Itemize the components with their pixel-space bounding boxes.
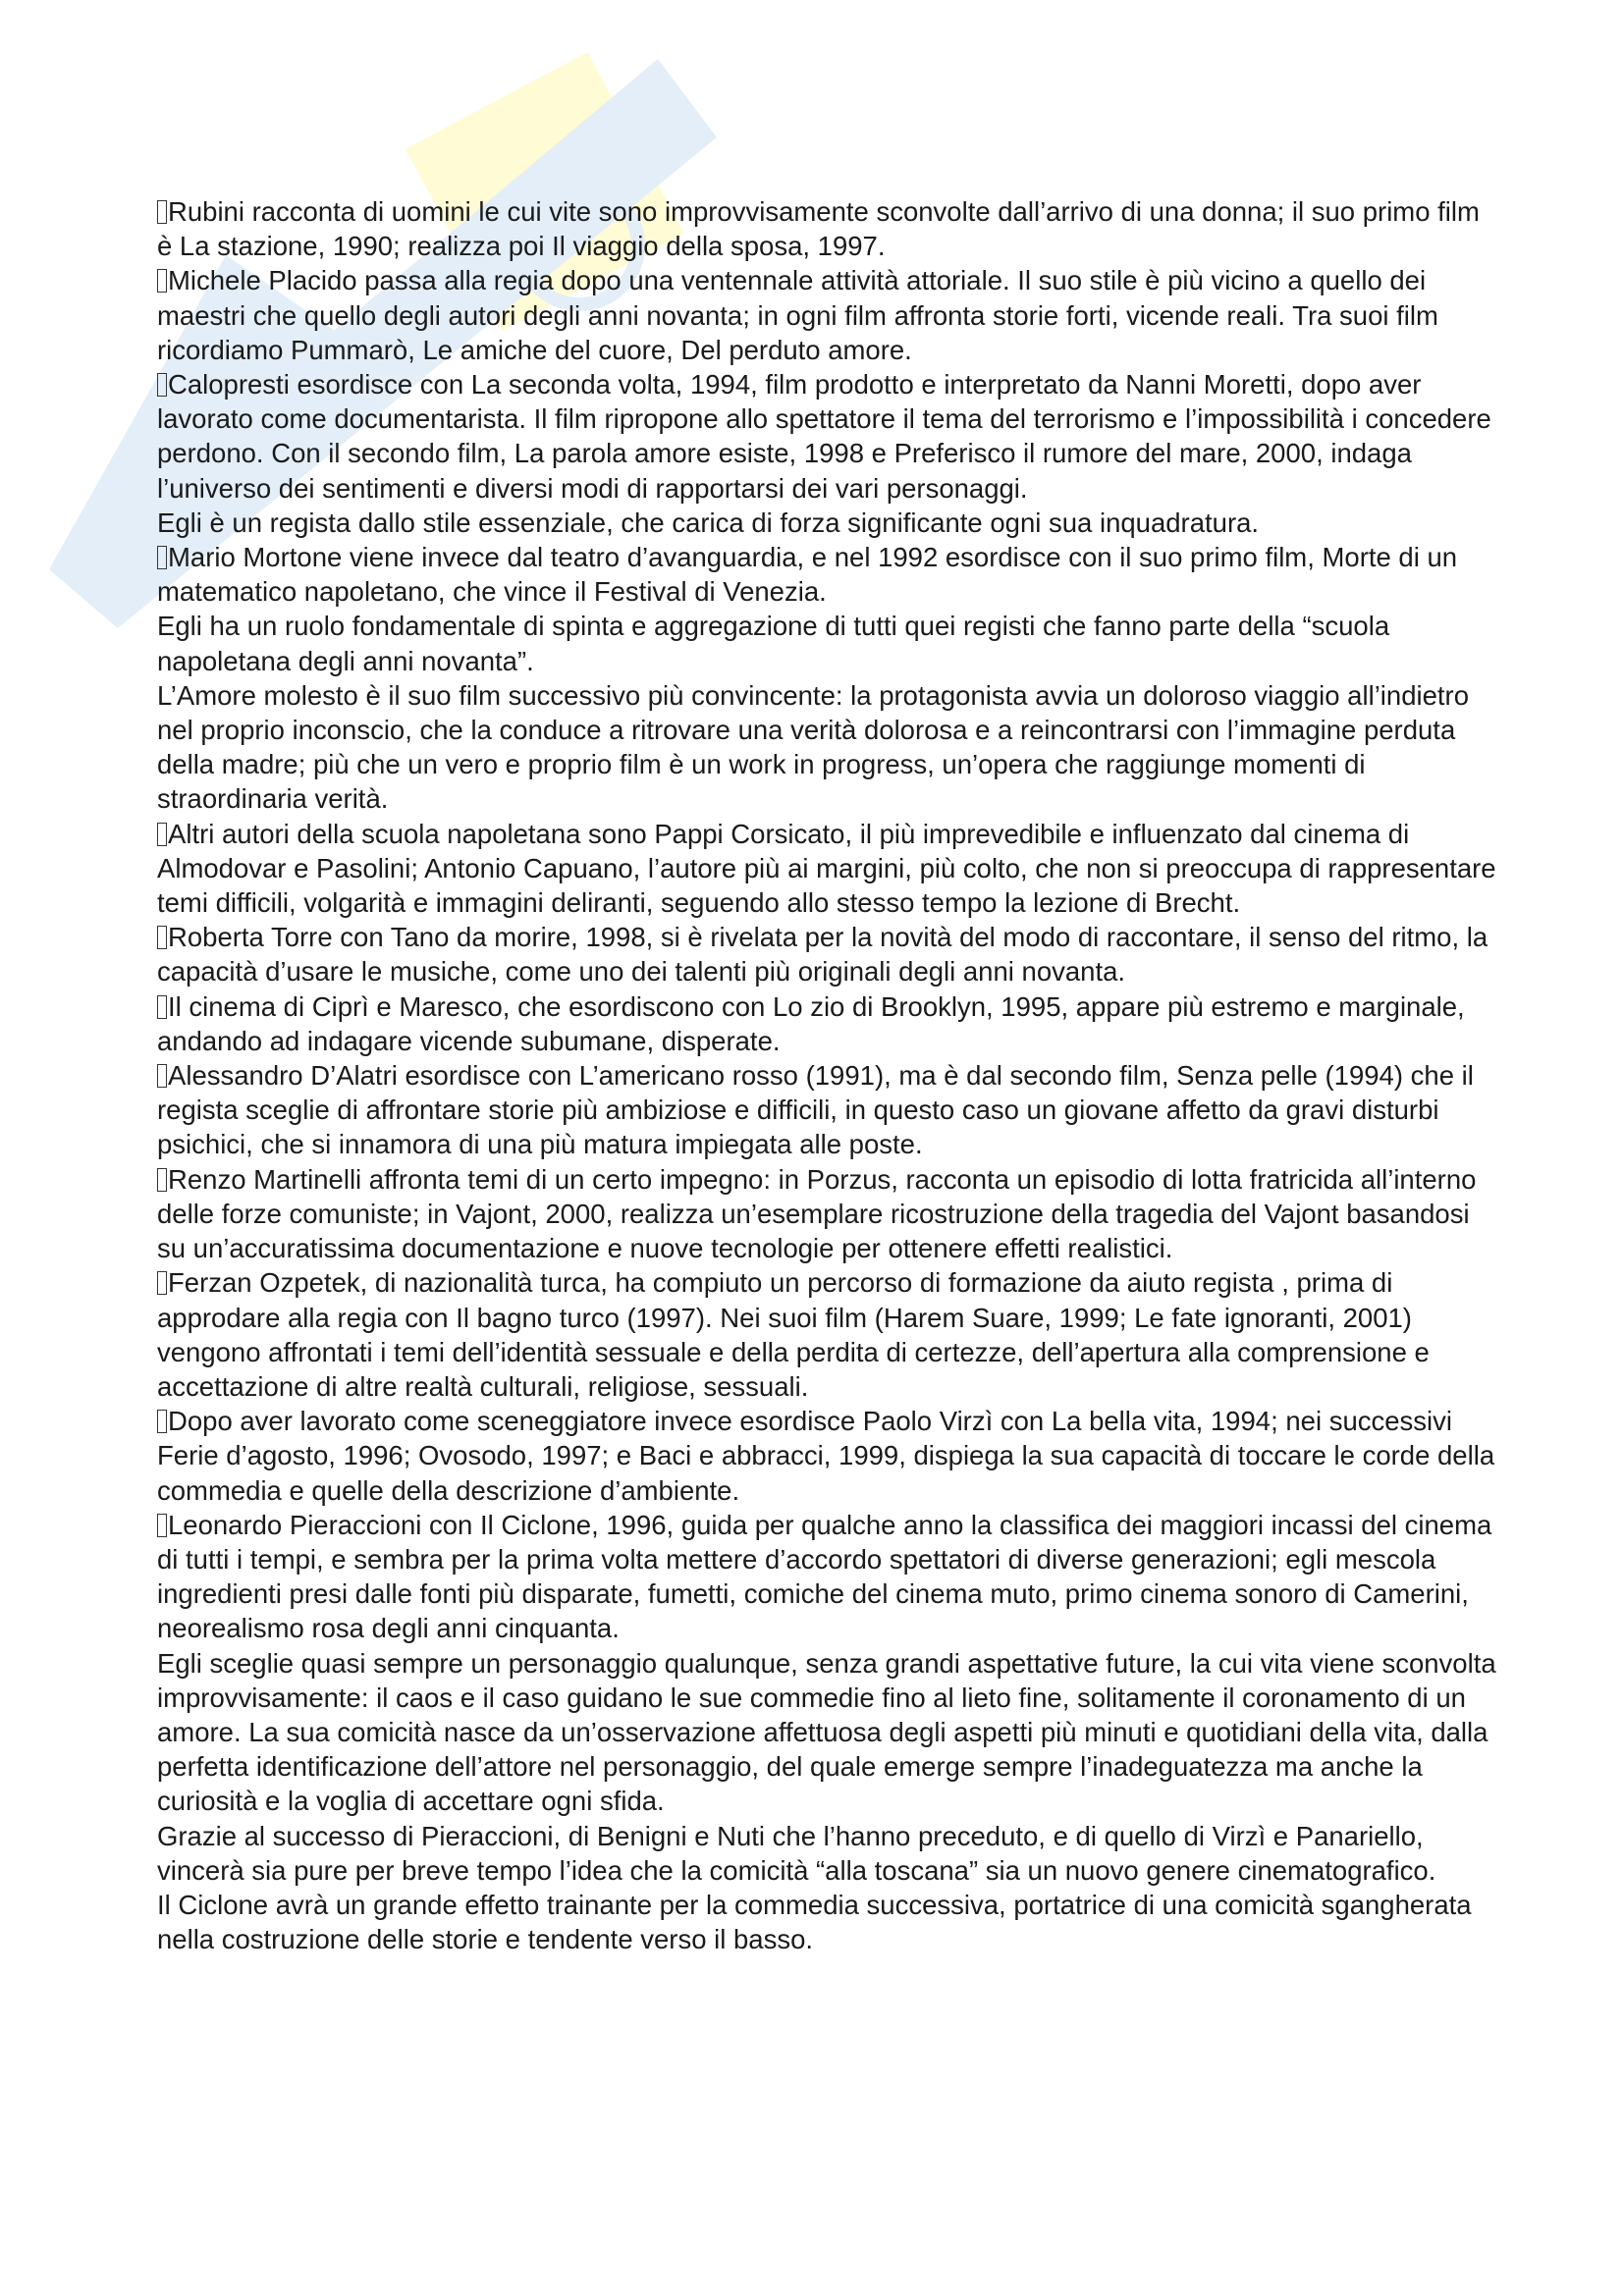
paragraph-text: Dopo aver lavorato come sceneggiatore invece esordisce Paolo Virzì con La bella vita, 1994; nei successivi Ferie d’agosto, 1996; Ovosodo, 1997; e Baci e abbracci, 1999, dispiega la sua capacità di toccare le corde della commedia e quelle della descrizione d’ambiente. bbox=[157, 1406, 1495, 1506]
bullet-box-icon bbox=[157, 269, 167, 293]
paragraph-text: Il Ciclone avrà un grande effetto trainante per la commedia successiva, portatrice di una comicità sgangherata nella costruzione delle storie e tendente verso il basso. bbox=[157, 1889, 1472, 1955]
paragraph-text: L’Amore molesto è il suo film successivo più convincente: la protagonista avvia un doloroso viaggio all’indietro nel proprio inconscio, che la conduce a ritrovare una verità dolorosa e a reincontrarsi con l’immagine perduta della madre; più che un vero e proprio film è un work in progress, un’opera che raggiunge momenti di straordinaria verità. bbox=[157, 679, 1469, 815]
bullet-box-icon bbox=[157, 546, 167, 569]
paragraph bbox=[157, 367, 1497, 506]
paragraph bbox=[157, 1819, 1497, 1888]
paragraph-text: Michele Placido passa alla regia dopo una ventennale attività attoriale. Il suo stile è più vicino a quello dei maestri che quello degli autori degli anni novanta; in ogni film affronta storie forti, vicende reali. Tra suoi film ricordiamo Pummarò, Le amiche del cuore, Del perduto amore. bbox=[157, 265, 1438, 365]
paragraph bbox=[157, 989, 1497, 1058]
paragraph bbox=[157, 263, 1497, 367]
paragraph-text: Leonardo Pieraccioni con Il Ciclone, 1996, guida per qualche anno la classifica dei maggiori incassi del cinema di tutti i tempi, e sembra per la prima volta mettere d’accordo spettatori di diverse generazioni; egli mescola ingredienti presi dalle fonti più disparate, fumetti, comiche del cinema muto, primo cinema sonoro di Camerini, neorealismo rosa degli anni cinquanta. bbox=[157, 1509, 1492, 1644]
bullet-box-icon bbox=[157, 926, 167, 949]
paragraph-text: Renzo Martinelli affronta temi di un certo impegno: in Porzus, racconta un episodio di lotta fratricida all’interno delle forze comuniste; in Vajont, 2000, realizza un’esemplare ricostruzione della tragedia del Vajont basandosi su un’accuratissima documentazione e nuove tecnologie per ottenere effetti realistici. bbox=[157, 1163, 1477, 1264]
paragraph-text: Ferzan Ozpetek, di nazionalità turca, ha compiuto un percorso di formazione da aiuto regista , prima di approdare alla regia con Il bagno turco (1997). Nei suoi film (Harem Suare, 1999; Le fate ignoranti, 2001) vengono affrontati i temi dell’identità sessuale e della perdita di certezze, dell’apertura alla comprensione e accettazione di altre realtà culturali, religiose, sessuali. bbox=[157, 1267, 1430, 1402]
paragraph bbox=[157, 1162, 1497, 1266]
paragraph bbox=[157, 194, 1497, 263]
bullet-box-icon bbox=[157, 1168, 167, 1192]
bullet-box-icon bbox=[157, 1410, 167, 1433]
paragraph bbox=[157, 540, 1497, 609]
bullet-box-icon bbox=[157, 1514, 167, 1537]
document-body bbox=[157, 194, 1497, 1956]
paragraph-text: Altri autori della scuola napoletana sono Pappi Corsicato, il più imprevedibile e influenzato dal cinema di Almodovar e Pasolini; Antonio Capuano, l’autore più ai margini, più colto, che non si preoccupa di rappresentare temi difficili, volgarità e immagini deliranti, seguendo allo stesso tempo la lezione di Brecht. bbox=[157, 818, 1496, 919]
bullet-box-icon bbox=[157, 995, 167, 1019]
paragraph bbox=[157, 1404, 1497, 1508]
paragraph bbox=[157, 1888, 1497, 1956]
paragraph bbox=[157, 1646, 1497, 1819]
bullet-box-icon bbox=[157, 1064, 167, 1088]
paragraph bbox=[157, 506, 1497, 540]
paragraph-text: Grazie al successo di Pieraccioni, di Benigni e Nuti che l’hanno preceduto, e di quello di Virzì e Panariello, vincerà sia pure per breve tempo l’idea che la comicità “alla toscana” sia un nuovo genere cinematografico. bbox=[157, 1820, 1436, 1886]
paragraph bbox=[157, 817, 1497, 921]
paragraph-text: Egli è un regista dallo stile essenziale, che carica di forza significante ogni sua inquadratura. bbox=[157, 507, 1260, 538]
paragraph-text: Il cinema di Ciprì e Maresco, che esordiscono con Lo zio di Brooklyn, 1995, appare più estremo e marginale, andando ad indagare vicende subumane, disperate. bbox=[157, 990, 1465, 1056]
paragraph bbox=[157, 1265, 1497, 1404]
bullet-box-icon bbox=[157, 373, 167, 397]
paragraph-text: Roberta Torre con Tano da morire, 1998, si è rivelata per la novità del modo di raccontare, il senso del ritmo, la capacità d’usare le musiche, come uno dei talenti più originali degli anni novanta. bbox=[157, 922, 1488, 988]
paragraph-text: Alessandro D’Alatri esordisce con L’americano rosso (1991), ma è dal secondo film, Senza pelle (1994) che il regista sceglie di affrontare storie più ambiziose e difficili, in questo caso un giovane affetto da gravi disturbi psichici, che si innamora di una più matura impiegata alle poste. bbox=[157, 1060, 1474, 1160]
bullet-box-icon bbox=[157, 1271, 167, 1295]
paragraph bbox=[157, 1058, 1497, 1162]
paragraph-text: Egli ha un ruolo fondamentale di spinta e aggregazione di tutti quei registi che fanno parte della “scuola napoletana degli anni novanta”. bbox=[157, 611, 1390, 676]
paragraph bbox=[157, 678, 1497, 817]
paragraph bbox=[157, 609, 1497, 677]
bullet-box-icon bbox=[157, 200, 167, 224]
paragraph-text: Egli sceglie quasi sempre un personaggio qualunque, senza grandi aspettative future, la cui vita viene sconvolta improvvisamente: il caos e il caso guidano le sue commedie fino al lieto fine, solitamente il coronamento di un amore. La sua comicità nasce da un’osservazione affettuosa degli aspetti più minuti e quotidiani della vita, dalla perfetta identificazione dell’attore nel personaggio, del quale emerge sempre l’inadeguatezza ma anche la curiosità e la voglia di accettare ogni sfida. bbox=[157, 1647, 1496, 1817]
paragraph bbox=[157, 1508, 1497, 1646]
bullet-box-icon bbox=[157, 823, 167, 846]
paragraph-text: Mario Mortone viene invece dal teatro d’avanguardia, e nel 1992 esordisce con il suo primo film, Morte di un matematico napoletano, che vince il Festival di Venezia. bbox=[157, 542, 1458, 608]
paragraph-text: Calopresti esordisce con La seconda volta, 1994, film prodotto e interpretato da Nanni Moretti, dopo aver lavorato come documentarista. Il film ripropone allo spettatore il tema del terrorismo e l’impossibilità i concedere perdono. Con il secondo film, La parola amore esiste, 1998 e Preferisco il rumore del mare, 2000, indaga l’universo dei sentimenti e diversi modi di rapportarsi dei vari personaggi. bbox=[157, 369, 1491, 504]
paragraph-text: Rubini racconta di uomini le cui vite sono improvvisamente sconvolte dall’arrivo di una donna; il suo primo film è La stazione, 1990; realizza poi Il viaggio della sposa, 1997. bbox=[157, 196, 1480, 262]
paragraph bbox=[157, 920, 1497, 988]
